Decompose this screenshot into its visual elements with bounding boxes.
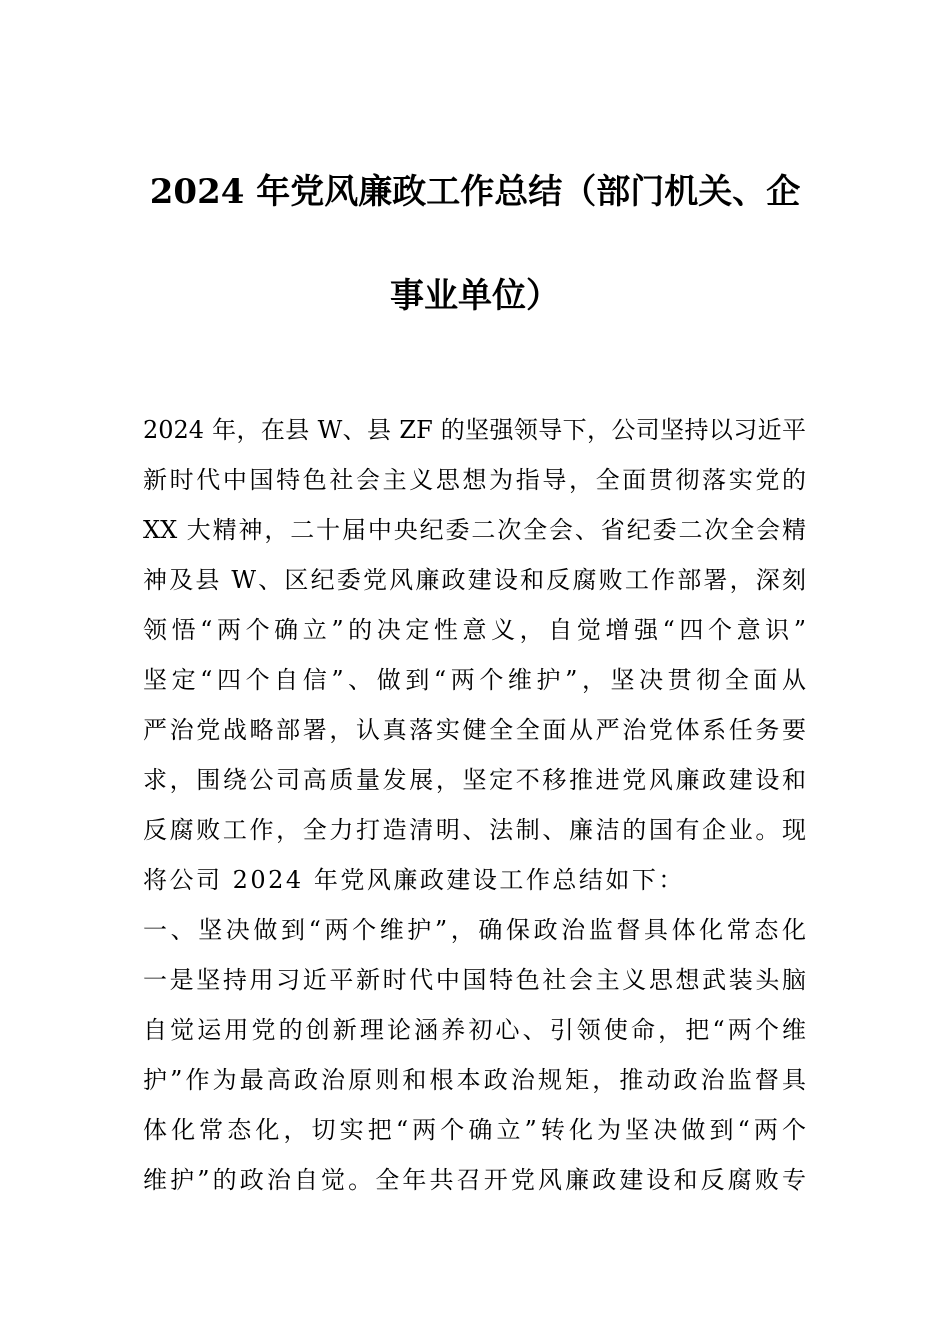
body-line-14: 护”作为最高政治原则和根本政治规矩，推动政治监督具 (143, 1066, 806, 1094)
body-line-9: 反腐败工作，全力打造清明、法制、廉洁的国有企业。现 (143, 816, 806, 844)
document-title-line-2: 事业单位） (390, 276, 560, 316)
document-title (0, 140, 950, 348)
body-line-8: 求，围绕公司高质量发展，坚定不移推进党风廉政建设和 (143, 766, 806, 794)
document-body (143, 405, 806, 1205)
body-line-11: 一、坚决做到“两个维护”，确保政治监督具体化常态化 (143, 916, 806, 944)
body-line-10: 将公司 2024 年党风廉政建设工作总结如下： (143, 866, 685, 894)
body-line-15: 体化常态化，切实把“两个确立”转化为坚决做到“两个 (143, 1116, 806, 1144)
body-line-5: 领悟“两个确立”的决定性意义，自觉增强“四个意识” (143, 616, 806, 644)
body-line-13: 自觉运用党的创新理论涵养初心、引领使命，把“两个维 (143, 1016, 806, 1044)
body-line-16: 维护”的政治自觉。全年共召开党风廉政建设和反腐败专 (143, 1166, 806, 1194)
body-line-1: 2024 年，在县 W、县 ZF 的坚强领导下，公司坚持以习近平 (143, 416, 806, 444)
document-title-line-1: 2024 年党风廉政工作总结（部门机关、企 (149, 172, 801, 212)
body-line-6: 坚定“四个自信”、做到“两个维护”，坚决贯彻全面从 (143, 666, 806, 694)
body-line-3: XX 大精神，二十届中央纪委二次全会、省纪委二次全会精 (143, 516, 806, 544)
body-line-2: 新时代中国特色社会主义思想为指导，全面贯彻落实党的 (143, 466, 806, 494)
body-line-4: 神及县 W、区纪委党风廉政建设和反腐败工作部署，深刻 (143, 566, 806, 594)
body-line-12: 一是坚持用习近平新时代中国特色社会主义思想武装头脑 (143, 966, 806, 994)
body-line-7: 严治党战略部署，认真落实健全全面从严治党体系任务要 (143, 716, 806, 744)
